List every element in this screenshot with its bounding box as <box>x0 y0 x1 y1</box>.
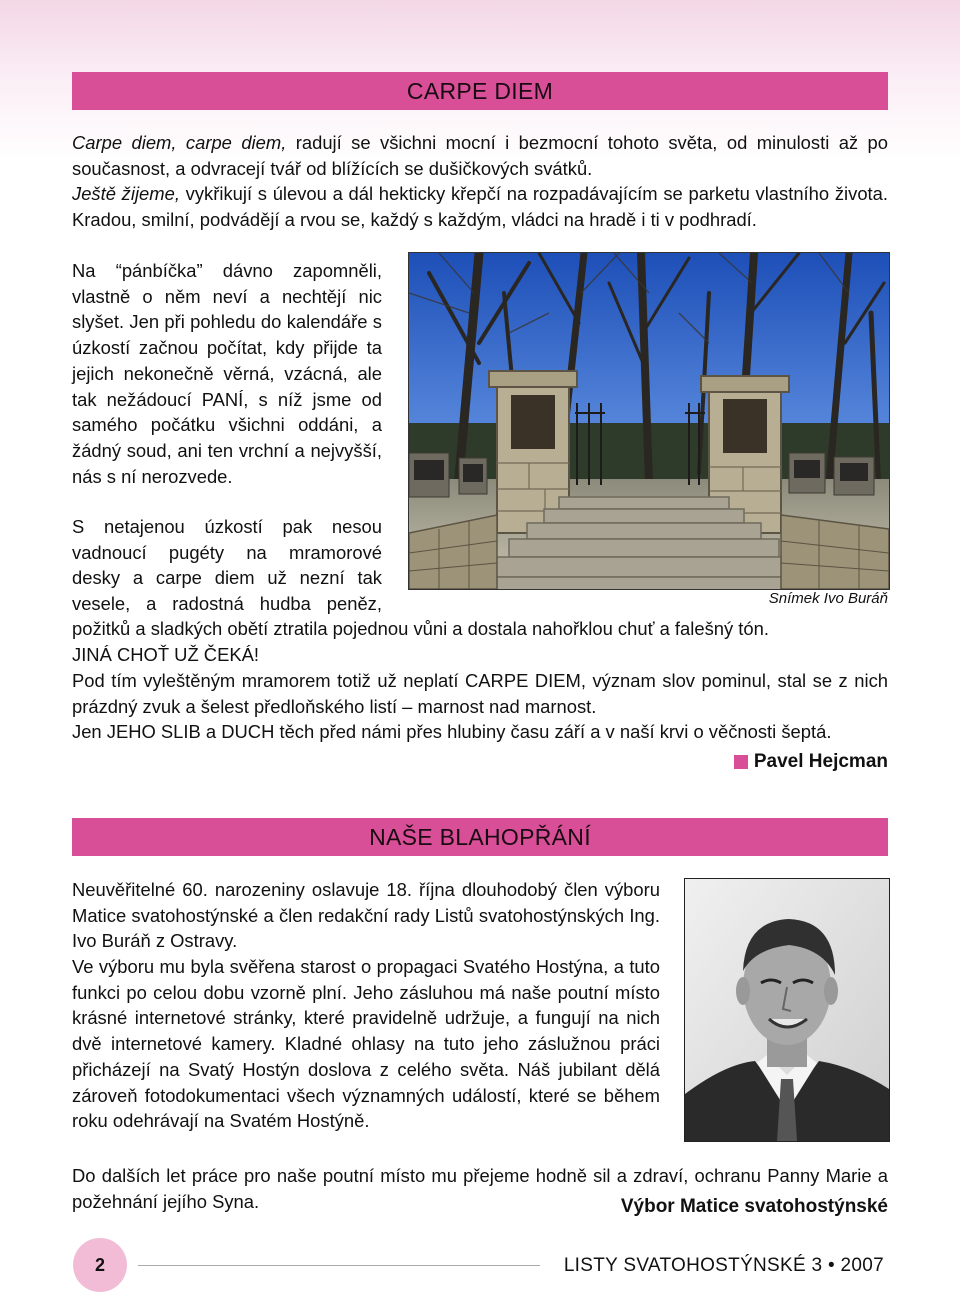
article1-paragraph-3-end <box>72 616 888 642</box>
page-number: 2 <box>94 1254 105 1275</box>
article1-paragraph-6 <box>72 719 888 745</box>
paragraph-text: Pod tím vyleštěným mramorem totiž už neplatí CARPE DIEM, význam slov pominul, stal se z nich prázdný zvuk a šelest předloňského listí – marnost nad marnost. <box>72 670 888 717</box>
article2-paragraph-2 <box>72 954 660 1134</box>
article1-paragraph-4 <box>72 642 888 668</box>
bullet-square-icon <box>734 755 748 769</box>
paragraph-text: vykřikují s úlevou a dál hekticky křepčí na rozpadávajícím se parketu vlastního života. Kradou, smilní, podvádějí a rvou se, každý s každým, vládci na hradě i ti v podhradí. <box>72 183 888 231</box>
page-number-badge <box>73 1238 127 1292</box>
paragraph-text: Jen JEHO SLIB a DUCH těch před námi přes hlubiny času září a v naší krvi o věčnosti šeptá. <box>72 721 832 742</box>
portrait-photo <box>684 878 890 1142</box>
section-band-carpe-diem <box>72 72 888 110</box>
italic-phrase: Carpe diem, carpe diem, <box>72 132 287 153</box>
article2-signature: Výbor Matice svatohostýnské <box>620 1196 888 1217</box>
italic-phrase: Ještě žijeme, <box>72 183 180 205</box>
cemetery-photo <box>408 252 890 590</box>
article1-paragraph-2 <box>72 258 382 489</box>
author-name: Pavel Hejcman <box>753 751 888 772</box>
paragraph-text: S netajenou úzkostí pak nesou vadnoucí pugéty na mramorové desky a carpe diem už nezní tak vesele, a radostná hudba peněz, <box>72 516 382 615</box>
article1-paragraph-3-start <box>72 514 382 617</box>
article1-author <box>734 751 888 773</box>
paragraph-text: Ve výboru mu byla svěřena starost o propagaci Svatého Hostýna, a tuto funkci po celou dobu vzorně plní. Jeho zásluhou má naše poutní místo krásné internetové stránky, které pravidelně udržuje, a fungují na nich dvě internetové kamery. Kladné ohlasy na tuto jeho záslužnou práci přicházejí na Svatý Hostýn doslova z celého světa. Náš jubilant dělá zároveň fotodokumentaci všech významných událostí, které se během roku odehrávají na Svatém Hostýně. <box>72 956 660 1132</box>
paragraph-text: Na “pánbíčka” dávno zapomněli, vlastně o něm neví a nechtějí nic slyšet. Jen při pohledu do kalendáře s úzkostí začnou počítat, kdy přijde ta jejich nekonečně věrná, vzácná, ale tak nežádoucí PANÍ, s níž jsme od samého počátku všichni oddáni, a žádný soud, ani ten vrchní a nejvyšší, nás s ní nerozvede. <box>72 260 382 487</box>
section-title: CARPE DIEM <box>406 77 554 104</box>
section-title: NAŠE BLAHOPŘÁNÍ <box>369 823 591 850</box>
article1-paragraph-5 <box>72 668 888 719</box>
paragraph-text: požitků a sladkých obětí ztratila pojednou vůni a dostala nahořklou chuť a falešný tón. <box>72 618 769 639</box>
photo-caption: Snímek Ivo Buráň <box>768 590 888 607</box>
section-band-blahoprani <box>72 818 888 856</box>
article1-paragraph-1 <box>72 130 888 233</box>
publication-name: LISTY SVATOHOSTÝNSKÉ 3 • 2007 <box>563 1255 884 1276</box>
paragraph-text: JINÁ CHOŤ UŽ ČEKÁ! <box>72 644 259 665</box>
footer-divider <box>138 1265 540 1266</box>
paragraph-text: Do dalších let práce pro naše poutní místo mu přejeme hodně sil a zdraví, ochranu Panny Marie a požehnání jejího Syna. <box>72 1165 888 1212</box>
paragraph-text: Neuvěřitelné 60. narozeniny oslavuje 18. října dlouhodobý člen výboru Matice svatohostýnské a člen redakční rady Listů svatohostýnských Ing. Ivo Buráň z Ostravy. <box>72 879 660 952</box>
article2-paragraph-1 <box>72 877 660 954</box>
paragraph-text: radují se všichni mocní i bezmocní tohoto světa, od minulosti až po současnost, a odvracejí tvář od blížících se dušičkových svátků. <box>72 132 889 179</box>
